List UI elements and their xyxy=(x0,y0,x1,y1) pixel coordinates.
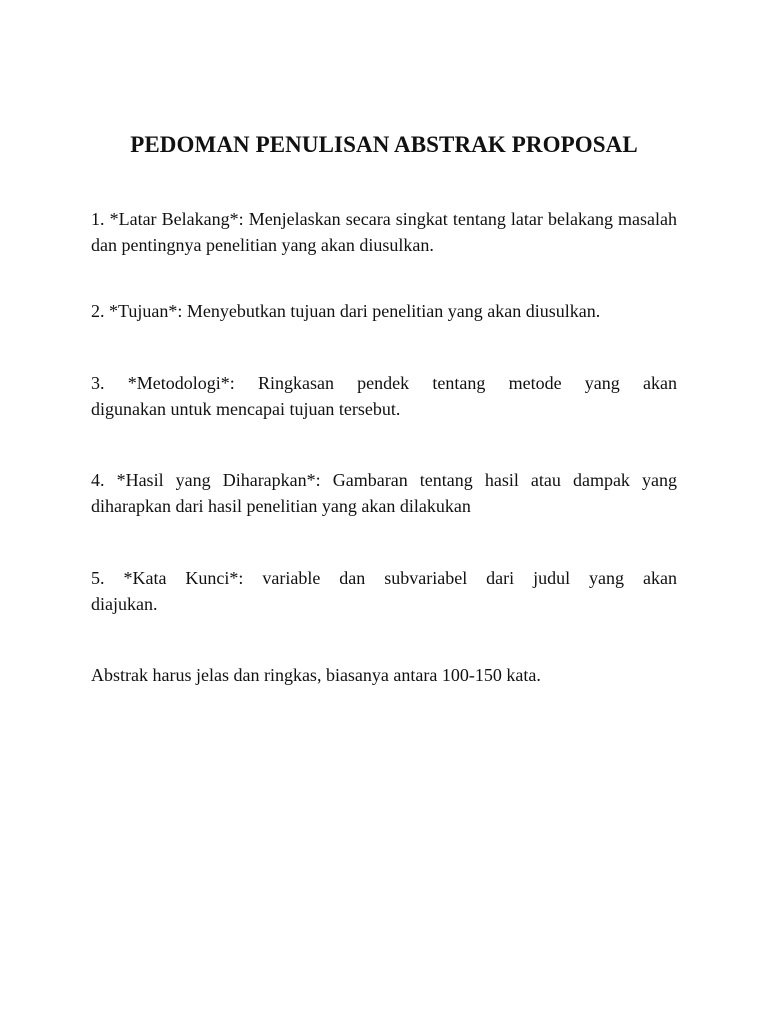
guideline-item-tujuan: 2. *Tujuan*: Menyebutkan tujuan dari penelitian yang akan diusulkan. xyxy=(91,301,601,321)
guideline-item-metodologi xyxy=(91,370,677,422)
guideline-item-line: diajukan. xyxy=(91,594,158,614)
guideline-item-line: 3. *Metodologi*: Ringkasan pendek tentang metode yang akan xyxy=(91,373,677,393)
guideline-item-line: digunakan untuk mencapai tujuan tersebut. xyxy=(91,399,401,419)
closing-note: Abstrak harus jelas dan ringkas, biasanya antara 100-150 kata. xyxy=(91,665,541,685)
guideline-item-latar-belakang: 1. *Latar Belakang*: Menjelaskan secara singkat tentang latar belakang masalah dan pentingnya penelitian yang akan diusulkan. xyxy=(91,209,677,255)
guideline-item-kata-kunci xyxy=(91,565,677,617)
guideline-item-hasil: 4. *Hasil yang Diharapkan*: Gambaran tentang hasil atau dampak yang diharapkan dari hasil penelitian yang akan dilakukan xyxy=(91,470,677,516)
document-title: PEDOMAN PENULISAN ABSTRAK PROPOSAL xyxy=(130,132,638,157)
guideline-item-line: 5. *Kata Kunci*: variable dan subvariabel dari judul yang akan xyxy=(91,568,677,588)
